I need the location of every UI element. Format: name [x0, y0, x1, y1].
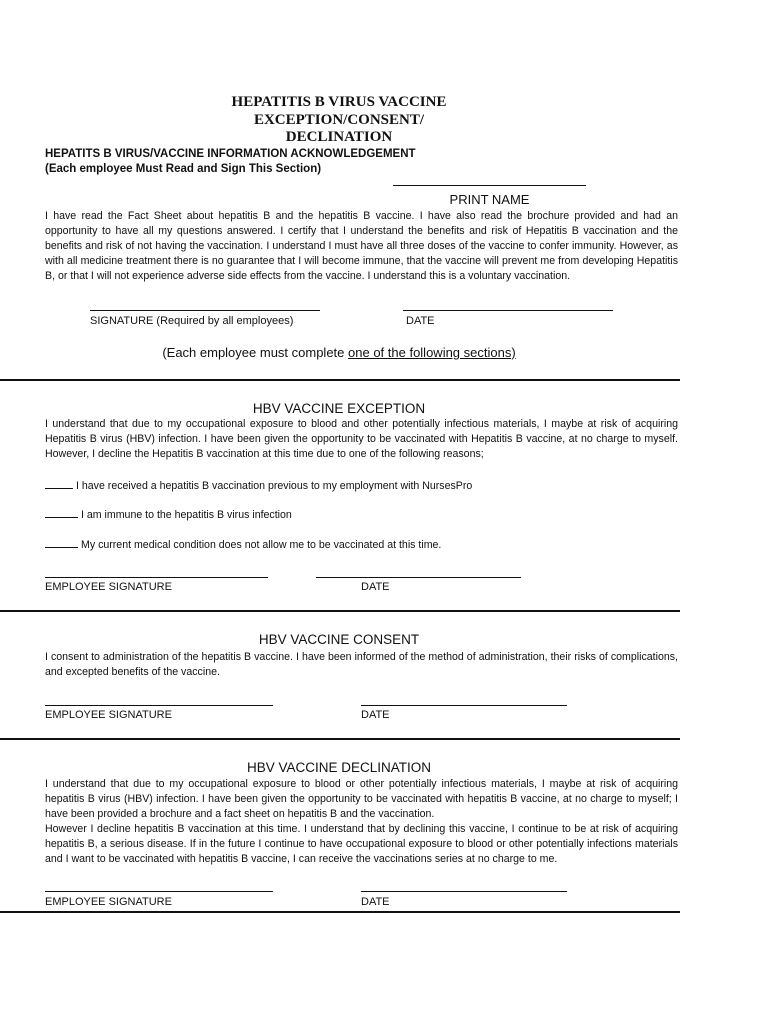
- declination-date-line[interactable]: [361, 891, 567, 892]
- option-blank[interactable]: [45, 537, 78, 548]
- option-blank[interactable]: [45, 507, 78, 518]
- exception-option-1[interactable]: [45, 478, 472, 493]
- declination-body-1: I understand that due to my occupational exposure to blood or other potentially infectious materials, I maybe at risk of acquiring hepatitis B virus (HBV) infection. I have been given the opportunity to be vaccinated with hepatitis B vaccine, at no charge to myself; I have been provided a brochure and a fact sheet on hepatitis B and the vaccination.: [45, 778, 678, 820]
- form-title-line-3: DECLINATION: [285, 129, 393, 145]
- section-divider: [0, 738, 680, 740]
- acknowledgement-body: I have read the Fact Sheet about hepatitis B and the hepatitis B vaccine. I have also read the brochure provided and had an opportunity to have all my questions answered. I certify that I understand the benefits and risk of Hepatitis B vaccination and the benefits and risk of not having the vaccination. I understand I must have all three doses of the vaccine to confer immunity. However, as with all medicine treatment there is no guarantee that I will become immune, that the vaccine will prevent me from developing Hepatitis B, or that I will not experience adverse side effects from the vaccine. I understand this is a voluntary vaccination.: [45, 210, 678, 282]
- exception-signature-label: EMPLOYEE SIGNATURE: [45, 581, 172, 593]
- print-name-line[interactable]: [393, 185, 586, 186]
- section-divider: [0, 610, 680, 612]
- print-name-label: PRINT NAME: [449, 192, 530, 207]
- section-instruction: [0, 345, 678, 361]
- acknowledgement-heading: HEPATITS B VIRUS/VACCINE INFORMATION ACKNOWLEDGEMENT: [45, 148, 416, 160]
- option-blank[interactable]: [45, 478, 73, 489]
- option-text: I am immune to the hepatitis B virus infection: [81, 509, 292, 521]
- exception-date-label: DATE: [361, 581, 390, 593]
- ack-signature-label: SIGNATURE (Required by all employees): [90, 315, 294, 327]
- consent-signature-line[interactable]: [45, 705, 273, 706]
- declination-title: HBV VACCINE DECLINATION: [246, 760, 432, 775]
- section-divider: [0, 911, 680, 913]
- exception-signature-line[interactable]: [45, 577, 268, 578]
- instruction-prefix: (Each employee must complete: [162, 345, 349, 360]
- ack-date-line[interactable]: [403, 310, 613, 311]
- ack-signature-line[interactable]: [90, 310, 320, 311]
- consent-title: HBV VACCINE CONSENT: [258, 632, 420, 647]
- form-title-line-1: HEPATITIS B VIRUS VACCINE: [231, 94, 447, 110]
- exception-title: HBV VACCINE EXCEPTION: [252, 401, 426, 416]
- declination-body-2: However I decline hepatitis B vaccination at this time. I understand that by declining this vaccine, I continue to be at risk of acquiring hepatitis B, a serious disease. If in the future I continue to have occupational exposure to blood or other potentially infections materials and I want to be vaccinated with hepatitis B vaccine, I can receive the vaccinations series at no charge to me.: [45, 823, 678, 865]
- section-divider: [0, 379, 680, 381]
- declination-signature-label: EMPLOYEE SIGNATURE: [45, 896, 172, 908]
- exception-date-line[interactable]: [316, 577, 521, 578]
- consent-date-line[interactable]: [361, 705, 567, 706]
- ack-date-label: DATE: [406, 315, 435, 327]
- consent-date-label: DATE: [361, 709, 390, 721]
- exception-body: I understand that due to my occupational exposure to blood and other potentially infectious materials, I maybe at risk of acquiring Hepatitis B virus (HBV) infection. I have been given the opportunity to be vaccinated with Hepatitis B vaccine, at no charge to myself. However, I decline the Hepatitis B vaccination at this time due to one of the following reasons;: [45, 418, 678, 460]
- declination-signature-line[interactable]: [45, 891, 273, 892]
- instruction-underlined: one of the following sections): [348, 345, 516, 360]
- declination-date-label: DATE: [361, 896, 390, 908]
- form-title-line-2: EXCEPTION/CONSENT/: [253, 112, 425, 128]
- option-text: My current medical condition does not allow me to be vaccinated at this time.: [81, 539, 442, 551]
- acknowledgement-subheading: (Each employee Must Read and Sign This Section): [45, 163, 322, 175]
- exception-option-3[interactable]: [45, 537, 441, 552]
- option-text: I have received a hepatitis B vaccination previous to my employment with NursesPro: [76, 480, 473, 492]
- consent-signature-label: EMPLOYEE SIGNATURE: [45, 709, 172, 721]
- consent-body: I consent to administration of the hepatitis B vaccine. I have been informed of the method of administration, their risks of complications, and excepted benefits of the vaccine.: [45, 651, 678, 678]
- exception-option-2[interactable]: [45, 507, 292, 522]
